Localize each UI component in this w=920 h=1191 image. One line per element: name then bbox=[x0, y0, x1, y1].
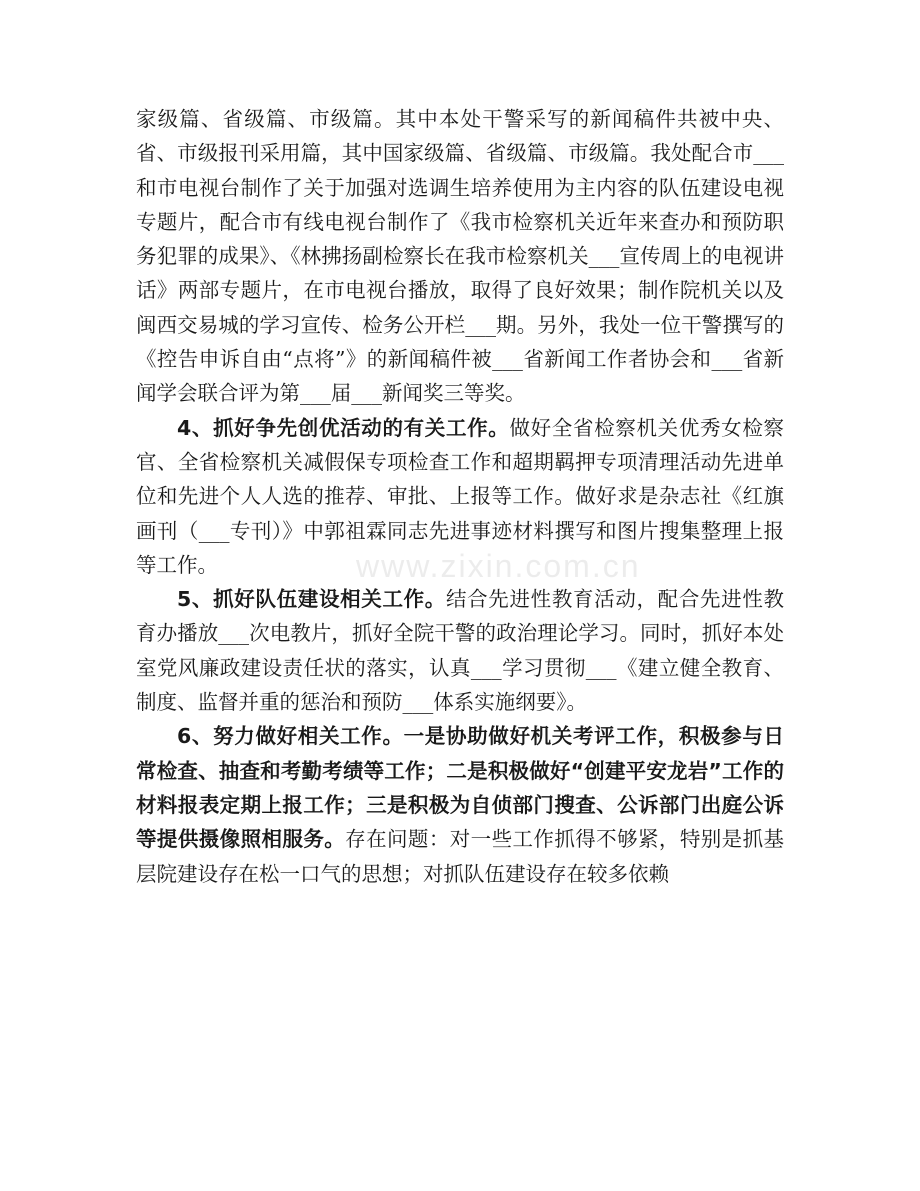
paragraph-3 bbox=[136, 582, 784, 719]
paragraph-2-heading: 4、抓好争先创优活动的有关工作。 bbox=[177, 415, 510, 440]
paragraph-2 bbox=[136, 411, 784, 582]
paragraph-1-text: 家级篇、省级篇、市级篇。其中本处干警采写的新闻稿件共被中央、省、市级报刊采用篇，其中国家级篇、省级篇、市级篇。我处配合市___和市电视台制作了关于加强对选调生培养使用为主内容的队伍建设电视专题片，配合市有线电视台制作了《我市检察机关近年来查办和预防职务犯罪的成果》、《林拂扬副检察长在我市检察机关___宣传周上的电视讲话》两部专题片，在市电视台播放，取得了良好效果；制作院机关以及闽西交易城的学习宣传、检务公开栏___期。另外，我处一位干警撰写的《控告申诉自由“点将”》的新闻稿件被___省新闻工作者协会和___省新闻学会联合评为第___届___新闻奖三等奖。 bbox=[136, 107, 784, 406]
paragraph-4-text: 存在问题：对一些工作抓得不够紧，特别是抓基层院建设存在松一口气的思想；对抓队伍建设存在较多依赖 bbox=[136, 827, 785, 886]
paragraph-3-heading: 5、抓好队伍建设相关工作。 bbox=[177, 587, 446, 612]
paragraph-1 bbox=[136, 102, 784, 411]
paragraph-4 bbox=[136, 719, 784, 890]
paragraph-2-text: 做好全省检察机关优秀女检察官、全省检察机关减假保专项检查工作和超期羁押专项清理活动先进单位和先进个人人选的推荐、审批、上报等工作。做好求是杂志社《红旗画刊（___专刊）》中郭祖霖同志先进事迹材料撰写和图片搜集整理上报等工作。 bbox=[136, 415, 784, 577]
paragraph-3-text: 结合先进性教育活动，配合先进性教育办播放___次电教片，抓好全院干警的政治理论学习。同时，抓好本处室党风廉政建设责任状的落实，认真___学习贯彻___《建立健全教育、制度、监督并重的惩治和预防___体系实施纲要》。 bbox=[136, 587, 785, 715]
watermark: www.zixin.com.cn bbox=[356, 548, 641, 584]
paragraph-4-heading: 6、努力做好相关工作。一是协助做好机关考评工作，积极参与日常检查、抽查和考勤考绩等工作；二是积极做好“创建平安龙岩”工作的材料报表定期上报工作；三是积极为自侦部门搜查、公诉部门出庭公诉等提供摄像照相服务。 bbox=[136, 724, 784, 852]
document-body bbox=[136, 102, 784, 891]
